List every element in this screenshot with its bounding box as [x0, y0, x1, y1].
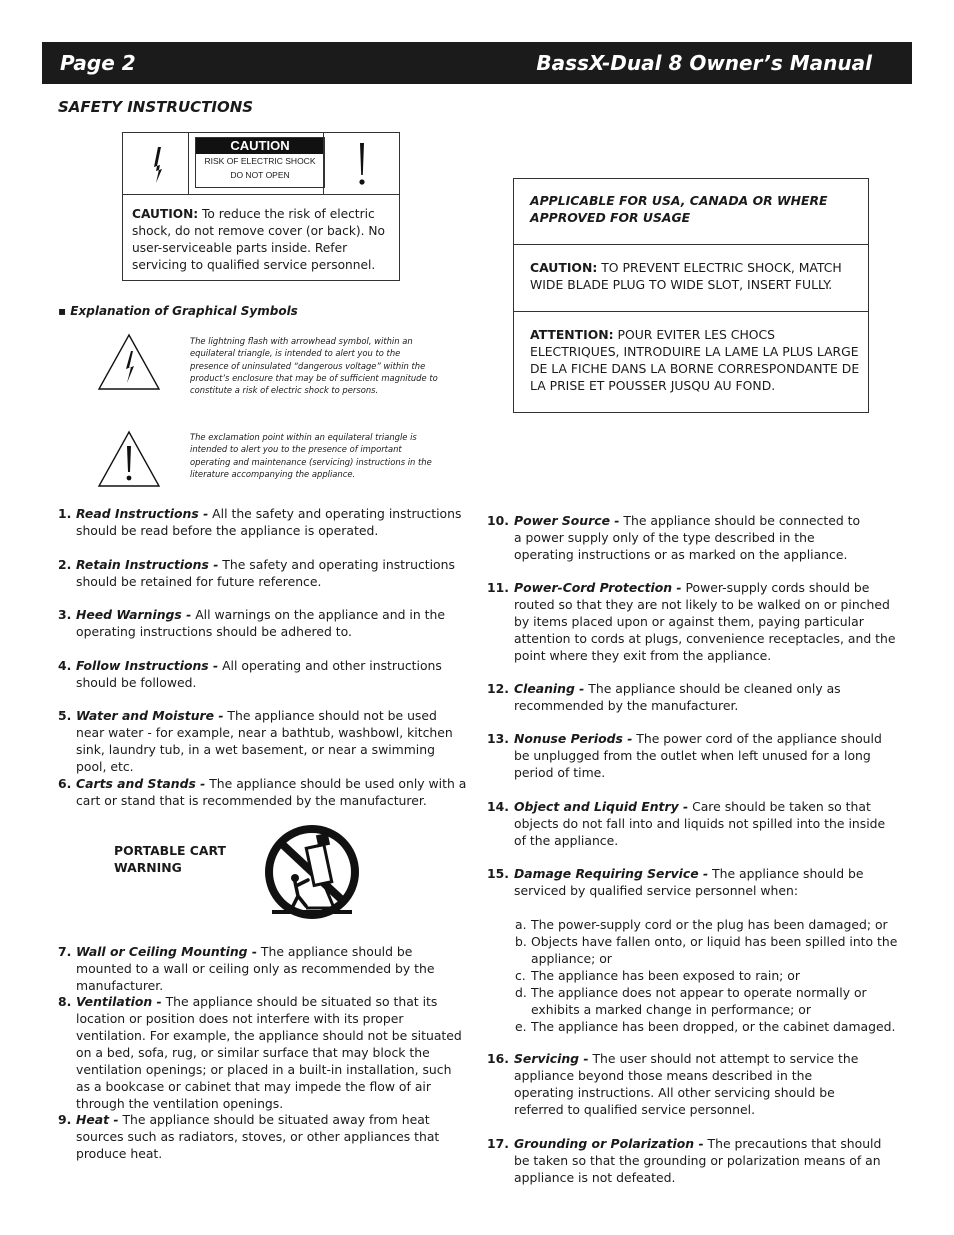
usa-box-attention-row: ATTENTION: POUR EVITER LES CHOCS ELECTRIQUES, INTRODUIRE LA LAME LA PLUS LARGE DE LA FICHE DANS LA BORNE CORRESPONDANTE DE LA PRISE ET POUSSER JUSQU AU FOND.: [530, 327, 860, 393]
caution-body-text: To reduce the risk of electric shock, do not remove cover (or back). No user-serviceable parts inside. Refer servicing to qualified service personnel.: [132, 207, 385, 272]
manual-title: BassX-Dual 8 Owner’s Manual: [536, 51, 872, 75]
caution-label-line2: DO NOT OPEN: [230, 170, 290, 180]
exclamation-triangle-icon: [97, 430, 161, 492]
list-item: a. The power-supply cord or the plug has been damaged; or: [515, 917, 888, 932]
page-number: Page 2: [60, 51, 136, 75]
exclamation-symbol-explanation: The exclamation point within an equilateral triangle is intended to alert you to the presence of important operating and maintenance (servicing) instructions in the literature accompanying the appliance.: [190, 432, 432, 479]
portable-cart-warning-label: PORTABLE CART WARNING: [114, 843, 226, 875]
list-item: 6. Carts and Stands - The appliance should be used only with a cart or stand that is recommended by the manufacturer.: [58, 776, 467, 808]
list-item: 15. Damage Requiring Service - The appliance should be serviced by qualified service personnel when:: [487, 866, 864, 898]
list-item: 13. Nonuse Periods - The power cord of the appliance should be unplugged from the outlet when left unused for a long period of time.: [487, 731, 882, 780]
usa-canada-plug-caution-box: [513, 178, 869, 413]
list-item: d. The appliance does not appear to operate normally or exhibits a marked change in performance; or: [515, 985, 867, 1017]
list-item: 2. Retain Instructions - The safety and operating instructions should be retained for future reference.: [58, 557, 455, 589]
list-item: e. The appliance has been dropped, or the cabinet damaged.: [515, 1019, 896, 1034]
list-item: 12. Cleaning - The appliance should be cleaned only as recommended by the manufacturer.: [487, 681, 841, 713]
list-item: 17. Grounding or Polarization - The precautions that should be taken so that the grounding or polarization means of an appliance is not defeated.: [487, 1136, 882, 1185]
usa-box-heading: APPLICABLE FOR USA, CANADA OR WHERE APPROVED FOR USAGE: [530, 193, 828, 225]
portable-cart-warning-icon: [262, 822, 362, 924]
lightning-triangle-icon: [97, 333, 161, 395]
lightning-triangle-icon: [123, 133, 189, 195]
list-item: 8. Ventilation - The appliance should be situated so that its location or position does not interfere with its proper ventilation. For example, the appliance should not be situated on a bed, sofa, rug, or similar surface that may block the ventilation openings; or placed in a built-in installation, such as a bookcase or cabinet that may impede the flow of air through the ventilation openings.: [58, 994, 462, 1111]
list-item: c. The appliance has been exposed to rain; or: [515, 968, 800, 983]
caution-symbols-row: [123, 133, 399, 195]
list-item: 4. Follow Instructions - All operating and other instructions should be followed.: [58, 658, 442, 690]
caution-label-title: CAUTION: [196, 138, 324, 154]
caution-body: [132, 206, 398, 274]
section-title: SAFETY INSTRUCTIONS: [58, 98, 254, 116]
list-item: 1. Read Instructions - All the safety and operating instructions should be read before the appliance is operated.: [58, 506, 462, 538]
usa-box-heading-row: [514, 179, 868, 245]
caution-label-line1: RISK OF ELECTRIC SHOCK: [204, 156, 316, 166]
list-item: 3. Heed Warnings - All warnings on the appliance and in the operating instructions should be adhered to.: [58, 607, 445, 639]
list-item: 11. Power-Cord Protection - Power-supply cords should be routed so that they are not likely to be walked on or pinched by items placed upon or against them, paying particular attention to cords at plugs, convenience receptacles, and the point where they exit from the appliance.: [487, 580, 896, 663]
lightning-symbol-explanation: The lightning flash with arrowhead symbol, within an equilateral triangle, is intended to alert you to the presence of uninsulated “dangerous voltage” within the product’s enclosure that may be of sufficient magnitude to constitute a risk of electric shock to persons.: [190, 336, 438, 396]
list-item: 7. Wall or Ceiling Mounting - The appliance should be mounted to a wall or ceiling only as recommended by the manufacturer.: [58, 944, 435, 993]
list-item: 14. Object and Liquid Entry - Care should be taken so that objects do not fall into and liquids not spilled into the inside of the appliance.: [487, 799, 886, 848]
list-item: 16. Servicing - The user should not attempt to service the appliance beyond those means described in the operating instructions. All other servicing should be referred to qualified service personnel.: [487, 1051, 859, 1117]
list-item: b. Objects have fallen onto, or liquid has been spilled into the appliance; or: [515, 934, 898, 966]
list-item: 9. Heat - The appliance should be situated away from heat sources such as radiators, stoves, or other appliances that produce heat.: [58, 1112, 440, 1161]
caution-body-lead: CAUTION:: [132, 207, 199, 221]
caution-label: [195, 137, 325, 188]
list-item: 5. Water and Moisture - The appliance should not be used near water - for example, near a bathtub, washbowl, kitchen sink, laundry tub, in a wet basement, or near a swimming pool, etc.: [58, 708, 453, 774]
caution-box: [122, 132, 400, 281]
page-header: [42, 42, 912, 84]
list-item: 10. Power Source - The appliance should be connected to a power supply only of the type described in the operating instructions or as marked on the appliance.: [487, 513, 861, 562]
exclamation-icon: [323, 133, 399, 195]
explanation-title: ▪ Explanation of Graphical Symbols: [58, 304, 298, 318]
usa-box-caution-row: CAUTION: TO PREVENT ELECTRIC SHOCK, MATCH WIDE BLADE PLUG TO WIDE SLOT, INSERT FULLY.: [514, 245, 868, 312]
